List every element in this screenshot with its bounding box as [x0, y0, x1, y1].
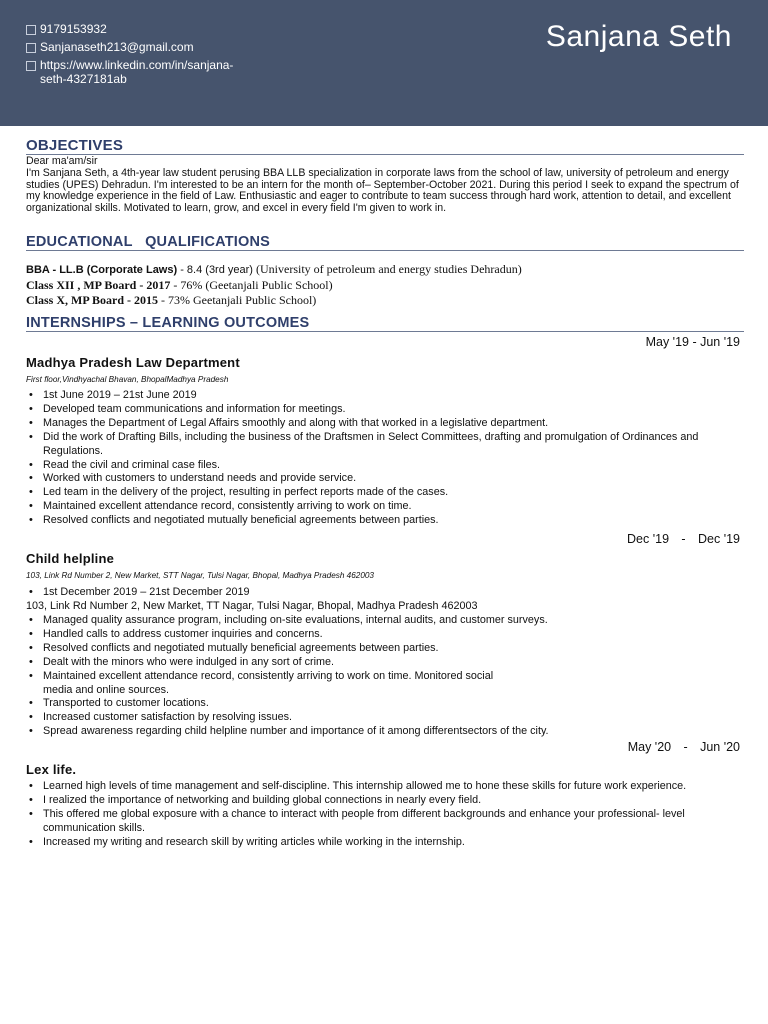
list-item: • Increased customer satisfaction by resolving issues.: [26, 711, 738, 725]
email-text[interactable]: Sanjanaseth213@gmail.com: [40, 40, 194, 54]
list-item: • This offered me global exposure with a chance to interact with people from different backgrounds and enhance your professional- level communication skills.: [26, 808, 738, 836]
job-date: [628, 740, 740, 754]
job-date: May '19 - Jun '19: [645, 335, 740, 349]
job-org: Lex life.: [26, 762, 77, 777]
job-address: 103, Link Rd Number 2, New Market, STT Nagar, Tulsi Nagar, Bhopal, Madhya Pradesh 462003: [26, 571, 374, 580]
education-row: [26, 262, 522, 278]
contact-block: [26, 22, 256, 90]
list-item: • Dealt with the minors who were indulged in any sort of crime.: [26, 656, 738, 670]
linkedin-line-2[interactable]: seth-4327181ab: [40, 72, 127, 86]
date-to: Jun '20: [700, 740, 740, 754]
job-plain-line: 103, Link Rd Number 2, New Market, TT Nagar, Tulsi Nagar, Bhopal, Madhya Pradesh 462003: [26, 600, 478, 612]
list-item: • Did the work of Drafting Bills, including the business of the Draftsmen in Select Committees, drafting and promulgation of Ordinances and Regulations.: [26, 431, 738, 459]
internships-heading: INTERNSHIPS – LEARNING OUTCOMES: [26, 315, 310, 331]
list-item: • Spread awareness regarding child helpline number and importance of it among differentsectors of the city.: [26, 725, 738, 739]
linkedin-line-1[interactable]: https://www.linkedin.com/in/sanjana-: [40, 58, 234, 72]
degree-institution: (University of petroleum and energy studies Dehradun): [256, 262, 522, 276]
degree-name: Class XII , MP Board - 2017: [26, 277, 171, 292]
job-bullets: [26, 389, 738, 528]
job-bullets: [26, 614, 738, 739]
list-item: • Developed team communications and information for meetings.: [26, 403, 738, 417]
list-item: • Handled calls to address customer inquiries and concerns.: [26, 628, 738, 642]
degree-name: BBA - LL.B (Corporate Laws): [26, 264, 178, 276]
objectives-heading: OBJECTIVES: [26, 137, 124, 154]
education-heading: [26, 234, 270, 250]
job-org: Child helpline: [26, 551, 115, 566]
list-item: • 1st June 2019 – 21st June 2019: [26, 389, 738, 403]
contact-email[interactable]: [26, 40, 256, 54]
candidate-name: Sanjana Seth: [545, 20, 732, 53]
list-item: • Led team in the delivery of the project, resulting in perfect reports made of the cases.: [26, 486, 738, 500]
contact-phone: [26, 22, 256, 36]
list-item: • Transported to customer locations.: [26, 697, 738, 711]
degree-name: Class X, MP Board - 2015: [26, 293, 158, 308]
date-from: Dec '19: [627, 532, 670, 546]
job-org: Madhya Pradesh Law Department: [26, 355, 240, 370]
list-item: • 1st December 2019 – 21st December 2019: [26, 586, 738, 600]
linkedin-icon: [26, 61, 36, 71]
date-from: May '20: [627, 740, 672, 754]
internships-rule: [26, 331, 744, 332]
header-banner: [0, 0, 768, 126]
list-item: • Maintained excellent attendance record, consistently arriving to work on time. Monitored social media and online sources.: [26, 670, 513, 698]
list-item: • Learned high levels of time management and self-discipline. This internship allowed me to hone these skills for future work experience.: [26, 780, 738, 794]
list-item: • Resolved conflicts and negotiated mutually beneficial agreements between parties.: [26, 514, 738, 528]
objectives-rule: [26, 154, 744, 155]
objectives-text: [26, 156, 742, 215]
degree-sep: -: [170, 277, 181, 292]
education-row: [26, 293, 522, 309]
education-row: [26, 278, 522, 294]
list-item: • Increased my writing and research skill by writing articles while working in the internship.: [26, 836, 738, 850]
salutation: Dear ma'am/sir: [26, 155, 98, 167]
list-item: • Resolved conflicts and negotiated mutually beneficial agreements between parties.: [26, 642, 738, 656]
date-sep: -: [681, 532, 686, 546]
job-bullets: [26, 780, 738, 850]
contact-linkedin[interactable]: [26, 58, 256, 86]
email-icon: [26, 43, 36, 53]
linkedin-text[interactable]: [40, 58, 233, 86]
date-sep: -: [683, 740, 688, 754]
job-address: First floor,Vindhyachal Bhavan, BhopalMadhya Pradesh: [26, 375, 229, 384]
phone-icon: [26, 25, 36, 35]
list-item: • Worked with customers to understand needs and provide service.: [26, 472, 738, 486]
list-item: • Read the civil and criminal case files.: [26, 459, 738, 473]
job-bullets-first: [26, 586, 738, 600]
date-to: Dec '19: [698, 532, 740, 546]
education-list: [26, 262, 522, 309]
degree-institution: 73% Geetanjali Public School): [168, 293, 317, 308]
job-date: [627, 532, 740, 546]
degree-institution: 76% (Geetanjali Public School): [180, 277, 333, 292]
degree-sep: -: [158, 293, 168, 308]
phone-text: 9179153932: [40, 22, 107, 36]
list-item: • Managed quality assurance program, including on-site evaluations, internal audits, and customer surveys.: [26, 614, 738, 628]
list-item: • I realized the importance of networking and building global connections in nearly every field.: [26, 794, 738, 808]
degree-score: - 8.4 (3rd year): [177, 264, 257, 276]
objective-body: I'm Sanjana Seth, a 4th-year law student perusing BBA LLB specialization in corporate laws from the school of law, university of petroleum and energy studies (UPES) Dehradun. I'm interested to be an intern for the month of– September-October 2021. During this period I seek to expand the spectrum of my knowledge experience in the field of Law. Enthusiastic and eager to contribute to team success through hard work, attention to detail, and excellent organizational skills. Motivated to learn, grow, and excel in every field I'm given to work in.: [26, 166, 739, 215]
education-rule: [26, 250, 744, 251]
list-item: • Manages the Department of Legal Affairs smoothly and along with that worked in a legislative department.: [26, 417, 738, 431]
list-item: • Maintained excellent attendance record, consistently arriving to work on time.: [26, 500, 738, 514]
education-heading-text: EDUCATIONAL QUALIFICATIONS: [26, 234, 271, 250]
